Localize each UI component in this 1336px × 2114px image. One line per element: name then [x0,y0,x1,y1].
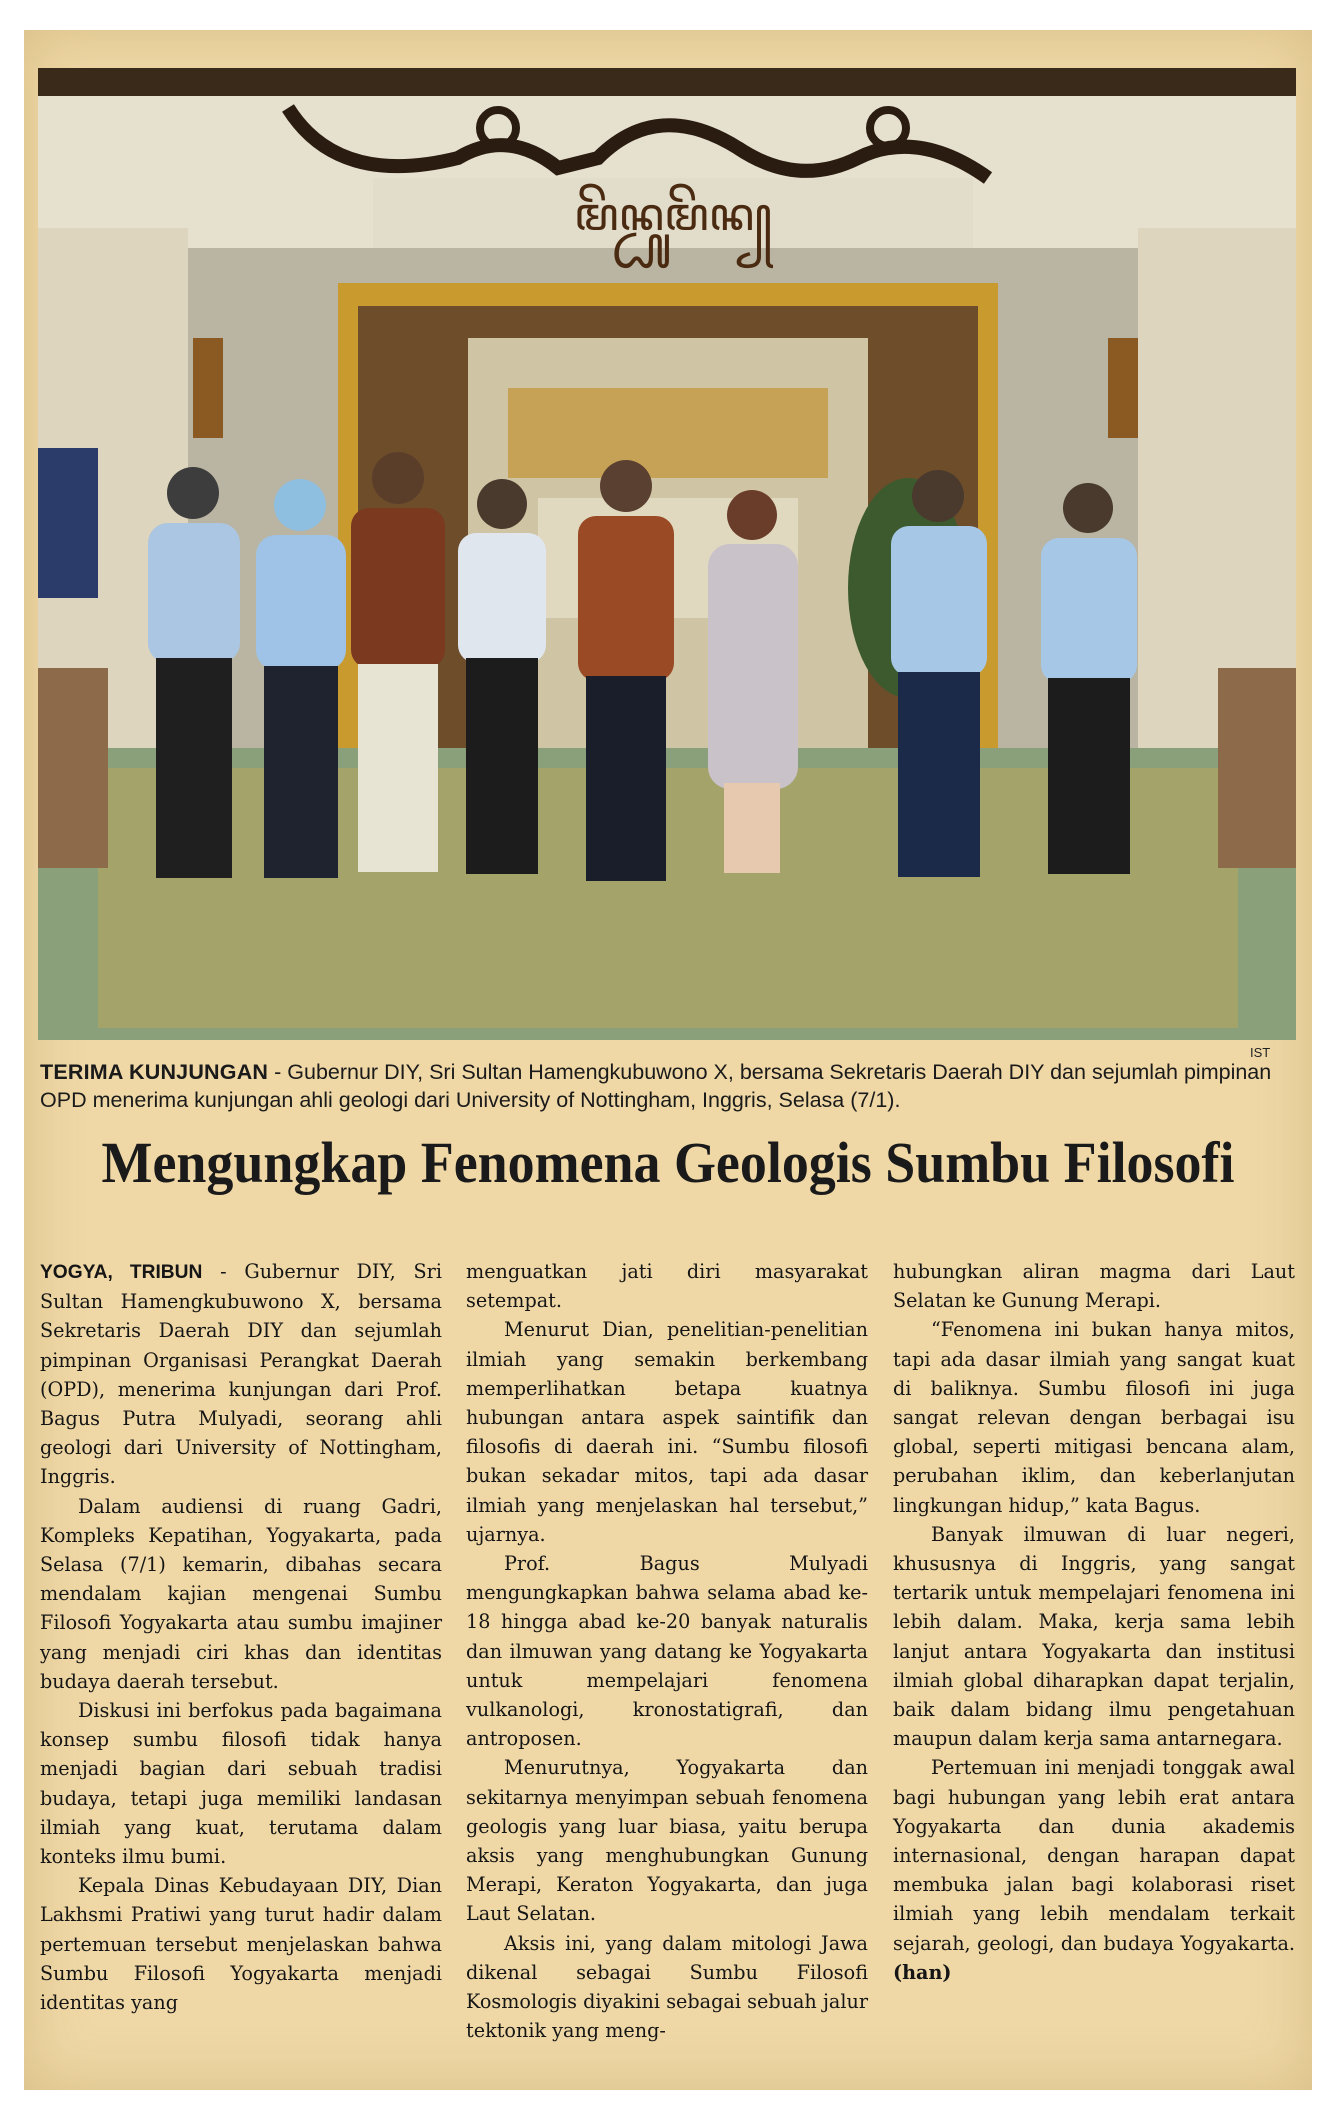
article-column-1 [40,1257,442,2017]
paragraph: Kepala Dinas Kebudayaan DIY, Dian Lakhsmi Pratiwi yang turut hadir dalam pertemuan tersebut menjelaskan bahwa Sumbu Filosofi Yogyakarta menjadi identitas yang [40,1874,442,2015]
person-1 [148,467,240,878]
paragraph: YOGYA, TRIBUN - Gubernur DIY, Sri Sultan Hamengkubuwono X, bersama Sekretaris Daerah DIY dan sejumlah pimpinan Organisasi Perangkat Daerah (OPD), menerima kunjungan dari Prof. Bagus Putra Mulyadi, seorang ahli geologi dari University of Nottingham, Inggris. [40,1260,442,1489]
paragraph: hubungkan aliran magma dari Laut Selatan ke Gunung Merapi. [893,1260,1295,1313]
person-3 [351,452,445,872]
photo-illustration [38,68,1296,1040]
headline: Mengungkap Fenomena Geologis Sumbu Filosofi [101,1130,1235,1195]
sign-text: ꦩꦼꦤ꧀ꦝꦸꦩꦼꦤ꧀ [573,187,773,241]
person-4 [458,479,546,874]
paragraph: Pertemuan ini menjadi tonggak awal bagi hubungan yang lebih erat antara Yogyakarta dan dunia akademis internasional, dengan harapan dapat membuka jalan bagi kolaborasi riset ilmiah yang lebih mendalam terkait sejarah, geologi, dan budaya Yogyakarta. (han) [893,1756,1295,1984]
paragraph: Banyak ilmuwan di luar negeri, khususnya di Inggris, yang sangat tertarik untuk mempelajari fenomena ini lebih dalam. Maka, kerja sama lebih lanjut antara Yogyakarta dan institusi ilmiah global diharapkan dapat terjalin, baik dalam bidang ilmu pengetahuan maupun dalam kerja sama antarnegara. [893,1522,1295,1751]
person-7 [891,470,987,877]
dateline: YOGYA, TRIBUN [40,1262,203,1283]
person-8 [1041,483,1137,874]
paragraph: Dalam audiensi di ruang Gadri, Kompleks Kepatihan, Yogyakarta, pada Selasa (7/1) kemarin, dibahas secara mendalam kajian mengenai Sumbu Filosofi Yogyakarta atau sumbu imajiner yang menjadi ciri khas dan identitas budaya daerah tersebut. [40,1494,442,1693]
paragraph: Menurut Dian, penelitian-penelitian ilmiah yang semakin berkembang memperlihatkan betapa kuatnya hubungan antara aspek saintifik dan filosofis di daerah ini. “Sumbu filosofi bukan sekadar mitos, tapi ada dasar ilmiah yang menjelaskan hal tersebut,” ujarnya. [466,1318,868,1546]
person-5 [578,460,674,881]
paragraph: Diskusi ini berfokus pada bagaimana konsep sumbu filosofi tidak hanya menjadi bagian dari sebuah tradisi budaya, tetapi juga memiliki landasan ilmiah yang kuat, terutama dalam konteks ilmu bumi. [40,1699,442,1869]
paragraph: Aksis ini, yang dalam mitologi Jawa dikenal sebagai Sumbu Filosofi Kosmologis diyakini sebagai sebuah jalur tektonik yang meng- [466,1931,868,2043]
photo-caption [40,1058,1290,1114]
caption-text: - Gubernur DIY, Sri Sultan Hamengkubuwono X, bersama Sekretaris Daerah DIY dan sejumlah pimpinan OPD menerima kunjungan ahli geologi dari University of Nottingham, Inggris, Selasa (7/1). [40,1060,1272,1112]
paragraph: Menurutnya, Yogyakarta dan sekitarnya menyimpan sebuah fenomena geologis yang luar biasa, yaitu berupa aksis yang menghubungkan Gunung Merapi, Keraton Yogyakarta, dan juga Laut Selatan. [466,1756,868,1926]
paragraph: Prof. Bagus Mulyadi mengungkapkan bahwa selama abad ke-18 hingga abad ke-20 banyak naturalis dan ilmuwan yang datang ke Yogyakarta untuk mempelajari fenomena vulkanologi, kronostatigrafi, dan antroposen. [466,1552,868,1751]
news-photo [38,68,1296,1040]
paragraph: menguatkan jati diri masyarakat setempat. [466,1260,868,1313]
article-column-2 [466,1257,868,2045]
paragraph: “Fenomena ini bukan hanya mitos, tapi ada dasar ilmiah yang sangat kuat di baliknya. Sumbu filosofi ini juga sangat relevan dengan berbagai isu global, seperti mitigasi bencana alam, perubahan iklim, dan keberlanjutan lingkungan hidup,” kata Bagus. [893,1318,1295,1517]
article-column-3 [893,1257,1295,1987]
photo-credit: IST [1250,1045,1271,1060]
author-signature: (han) [893,1960,952,1984]
caption-label: TERIMA KUNJUNGAN [40,1060,269,1084]
person-2 [256,479,346,878]
